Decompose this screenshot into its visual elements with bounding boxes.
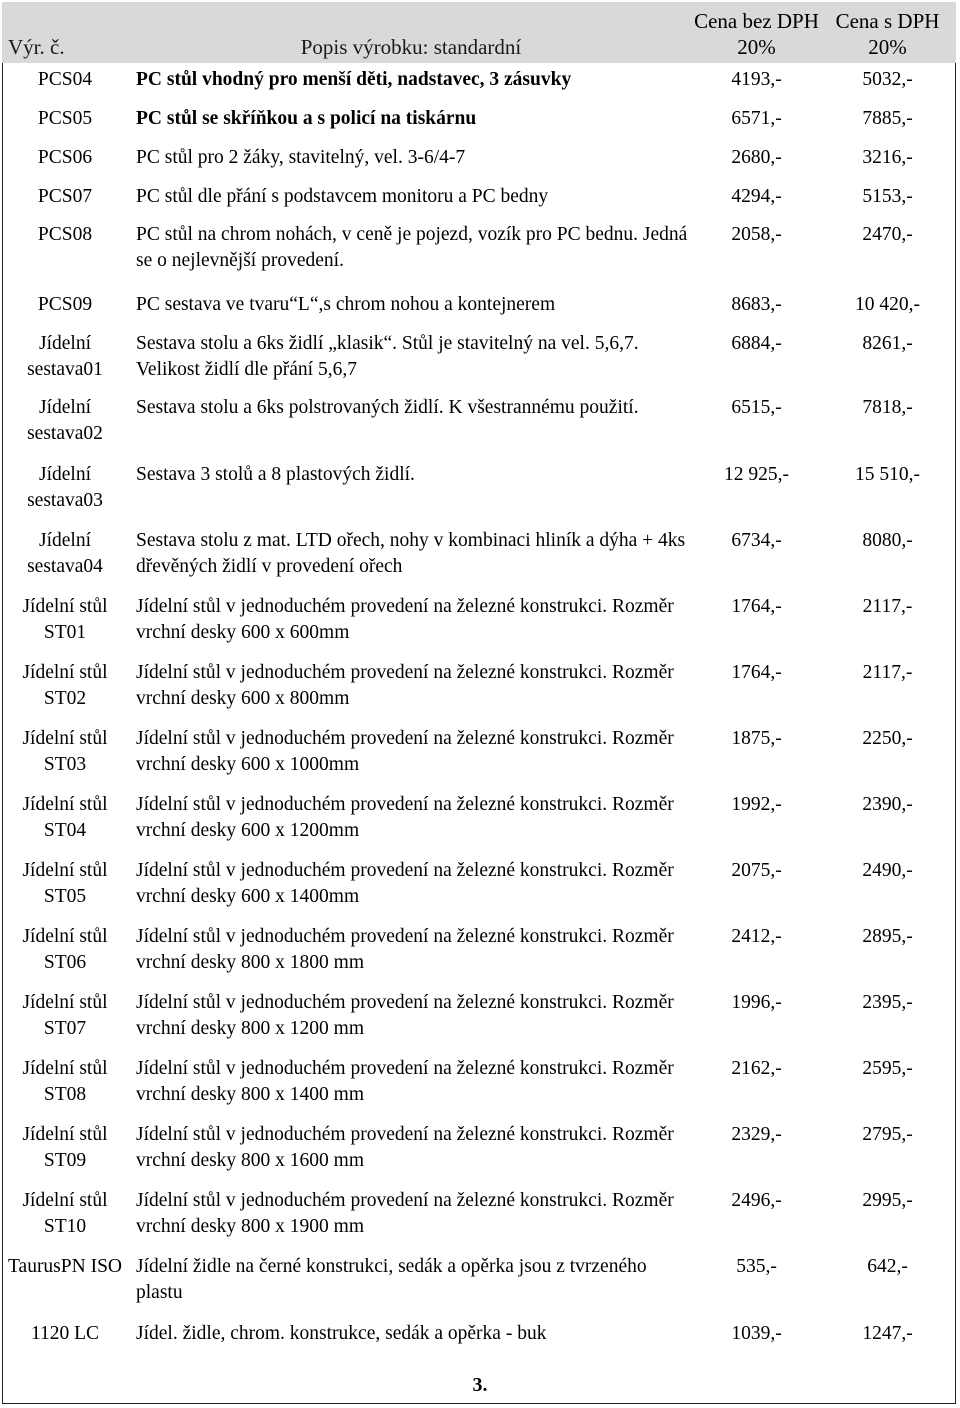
- price-without-vat-cell: 1992,-: [731, 794, 782, 815]
- description-cell: Jídelní stůl v jednoduchém provedení na železné konstrukci. Rozměr vrchní desky 800 x 1600 mm: [136, 1124, 674, 1171]
- price-with-vat-cell: 15 510,-: [855, 464, 920, 485]
- table-row: [2, 1052, 956, 1118]
- price-without-vat-cell: 1875,-: [731, 728, 782, 749]
- price-with-vat-cell: 5032,-: [862, 69, 913, 90]
- price-with-vat-cell: 2470,-: [862, 224, 913, 245]
- product-code-cell: Jídelní stůl ST07: [22, 992, 108, 1039]
- table-row: [2, 288, 956, 327]
- table-row: [2, 1184, 956, 1250]
- table-row: [2, 590, 956, 656]
- description-cell: PC stůl se skříňkou a s policí na tiskárnu: [136, 108, 477, 129]
- description-cell: Jídel. židle, chrom. konstrukce, sedák a opěrka - buk: [136, 1323, 547, 1344]
- product-code-cell: Jídelní stůl ST02: [22, 662, 108, 709]
- product-code-cell: Jídelní sestava04: [27, 530, 103, 577]
- price-with-vat-cell: 2117,-: [862, 662, 913, 683]
- price-without-vat-cell: 4294,-: [731, 186, 782, 207]
- table-header-row: [2, 2, 956, 63]
- table-row: [2, 101, 956, 140]
- product-code-cell: Jídelní stůl ST05: [22, 860, 108, 907]
- product-code-cell: PCS07: [37, 186, 93, 207]
- table-row: [2, 1316, 956, 1356]
- description-cell: Jídelní židle na černé konstrukci, sedák a opěrka jsou z tvrzeného plastu: [136, 1256, 647, 1303]
- table-row: [2, 218, 956, 288]
- description-cell: PC stůl pro 2 žáky, stavitelný, vel. 3-6/4-7: [136, 147, 466, 168]
- product-code-cell: Jídelní stůl ST06: [22, 926, 108, 973]
- description-cell: PC stůl vhodný pro menší děti, nadstavec, 3 zásuvky: [136, 69, 572, 90]
- price-without-vat-cell: 1764,-: [731, 662, 782, 683]
- price-without-vat-cell: 6734,-: [731, 530, 782, 551]
- header-product-code: Výr. č.: [2, 2, 128, 63]
- header-price-with-vat: Cena s DPH 20%: [819, 2, 956, 63]
- price-with-vat-cell: 1247,-: [862, 1323, 913, 1344]
- table-row: [2, 458, 956, 524]
- description-cell: Jídelní stůl v jednoduchém provedení na železné konstrukci. Rozměr vrchní desky 600 x 1400mm: [136, 860, 674, 907]
- product-code-cell: TaurusPN ISO: [7, 1256, 122, 1277]
- price-table: [2, 2, 956, 1356]
- description-cell: Sestava stolu a 6ks polstrovaných židlí. K všestrannému použití.: [136, 397, 639, 418]
- description-cell: PC stůl na chrom nohách, v ceně je pojezd, vozík pro PC bednu. Jedná se o nejlevnější provedení.: [136, 224, 688, 271]
- header-price-without-vat: Cena bez DPH 20%: [694, 2, 819, 63]
- description-cell: Sestava 3 stolů a 8 plastových židlí.: [136, 464, 415, 485]
- price-with-vat-cell: 2490,-: [862, 860, 913, 881]
- price-without-vat-cell: 1996,-: [731, 992, 782, 1013]
- price-without-vat-cell: 4193,-: [731, 69, 782, 90]
- product-code-cell: PCS06: [37, 147, 93, 168]
- price-with-vat-cell: 2595,-: [862, 1058, 913, 1079]
- product-code-cell: PCS04: [37, 69, 93, 90]
- description-cell: PC stůl dle přání s podstavcem monitoru a PC bedny: [136, 186, 549, 207]
- table-row: [2, 140, 956, 179]
- price-without-vat-cell: 2680,-: [731, 147, 782, 168]
- price-with-vat-cell: 3216,-: [862, 147, 913, 168]
- description-cell: Jídelní stůl v jednoduchém provedení na železné konstrukci. Rozměr vrchní desky 800 x 1800 mm: [136, 926, 674, 973]
- price-without-vat-cell: 2412,-: [731, 926, 782, 947]
- table-row: [2, 1250, 956, 1316]
- price-with-vat-cell: 8080,-: [862, 530, 913, 551]
- price-with-vat-cell: 7885,-: [862, 108, 913, 129]
- price-with-vat-cell: 2795,-: [862, 1124, 913, 1145]
- description-cell: PC sestava ve tvaru“L“,s chrom nohou a kontejnerem: [136, 294, 556, 315]
- price-with-vat-cell: 2117,-: [862, 596, 913, 617]
- product-code-cell: Jídelní sestava02: [27, 397, 103, 444]
- table-row: [2, 327, 956, 391]
- product-code-cell: Jídelní stůl ST01: [22, 596, 108, 643]
- header-description: Popis výrobku: standardní: [128, 2, 694, 63]
- table-body: [2, 63, 956, 1356]
- description-cell: Jídelní stůl v jednoduchém provedení na železné konstrukci. Rozměr vrchní desky 600 x 600mm: [136, 596, 674, 643]
- price-with-vat-cell: 642,-: [867, 1256, 908, 1277]
- price-without-vat-cell: 2058,-: [731, 224, 782, 245]
- table-row: [2, 920, 956, 986]
- description-cell: Sestava stolu a 6ks židlí „klasik“. Stůl je stavitelný na vel. 5,6,7. Velikost židlí dle přání 5,6,7: [136, 333, 639, 380]
- description-cell: Jídelní stůl v jednoduchém provedení na železné konstrukci. Rozměr vrchní desky 600 x 1200mm: [136, 794, 674, 841]
- product-code-cell: Jídelní stůl ST10: [22, 1190, 108, 1237]
- product-code-cell: Jídelní stůl ST09: [22, 1124, 108, 1171]
- table-row: [2, 656, 956, 722]
- price-with-vat-cell: 2250,-: [862, 728, 913, 749]
- description-cell: Jídelní stůl v jednoduchém provedení na železné konstrukci. Rozměr vrchní desky 800 x 1200 mm: [136, 992, 674, 1039]
- table-row: [2, 391, 956, 458]
- price-with-vat-cell: 2895,-: [862, 926, 913, 947]
- price-without-vat-cell: 2075,-: [731, 860, 782, 881]
- price-without-vat-cell: 12 925,-: [724, 464, 789, 485]
- price-without-vat-cell: 2496,-: [731, 1190, 782, 1211]
- price-with-vat-cell: 10 420,-: [855, 294, 920, 315]
- page-number: 3.: [472, 1374, 488, 1396]
- table-row: [2, 854, 956, 920]
- product-code-cell: Jídelní stůl ST04: [22, 794, 108, 841]
- price-without-vat-cell: 8683,-: [731, 294, 782, 315]
- table-row: [2, 788, 956, 854]
- table-row: [2, 524, 956, 590]
- description-cell: Jídelní stůl v jednoduchém provedení na železné konstrukci. Rozměr vrchní desky 800 x 1900 mm: [136, 1190, 674, 1237]
- price-with-vat-cell: 2995,-: [862, 1190, 913, 1211]
- price-without-vat-cell: 1039,-: [731, 1323, 782, 1344]
- price-without-vat-cell: 2162,-: [731, 1058, 782, 1079]
- product-code-cell: Jídelní sestava01: [27, 333, 103, 380]
- description-cell: Sestava stolu z mat. LTD ořech, nohy v kombinaci hliník a dýha + 4ks dřevěných židlí v provedení ořech: [136, 530, 686, 577]
- product-code-cell: Jídelní sestava03: [27, 464, 103, 511]
- product-code-cell: PCS05: [37, 108, 93, 129]
- price-with-vat-cell: 2390,-: [862, 794, 913, 815]
- description-cell: Jídelní stůl v jednoduchém provedení na železné konstrukci. Rozměr vrchní desky 600 x 800mm: [136, 662, 674, 709]
- table-row: [2, 986, 956, 1052]
- table-row: [2, 179, 956, 218]
- product-code-cell: Jídelní stůl ST08: [22, 1058, 108, 1105]
- price-without-vat-cell: 2329,-: [731, 1124, 782, 1145]
- price-without-vat-cell: 6884,-: [731, 333, 782, 354]
- price-without-vat-cell: 535,-: [736, 1256, 777, 1277]
- price-without-vat-cell: 6515,-: [731, 397, 782, 418]
- product-code-cell: Jídelní stůl ST03: [22, 728, 108, 775]
- table-row: [2, 63, 956, 101]
- table-row: [2, 1118, 956, 1184]
- price-without-vat-cell: 1764,-: [731, 596, 782, 617]
- description-cell: Jídelní stůl v jednoduchém provedení na železné konstrukci. Rozměr vrchní desky 600 x 1000mm: [136, 728, 674, 775]
- price-with-vat-cell: 7818,-: [862, 397, 913, 418]
- price-with-vat-cell: 5153,-: [862, 186, 913, 207]
- product-code-cell: PCS08: [37, 224, 93, 245]
- product-code-cell: PCS09: [37, 294, 93, 315]
- product-code-cell: 1120 LC: [30, 1323, 100, 1344]
- price-without-vat-cell: 6571,-: [731, 108, 782, 129]
- price-with-vat-cell: 8261,-: [862, 333, 913, 354]
- description-cell: Jídelní stůl v jednoduchém provedení na železné konstrukci. Rozměr vrchní desky 800 x 1400 mm: [136, 1058, 674, 1105]
- price-with-vat-cell: 2395,-: [862, 992, 913, 1013]
- table-row: [2, 722, 956, 788]
